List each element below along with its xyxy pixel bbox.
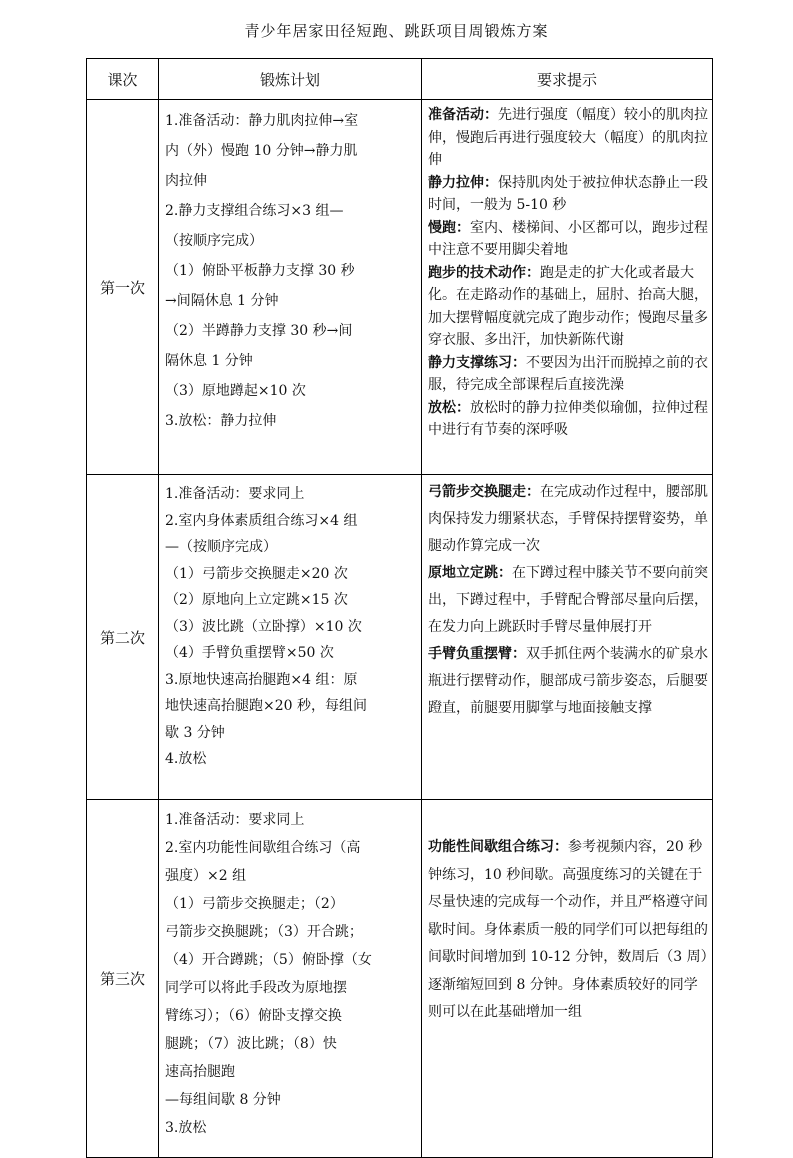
tips-cell [422,100,713,475]
plan-line: （3）原地蹲起×10 次 [165,383,306,399]
header-plan: 锻炼计划 [159,59,422,100]
tips-cell [422,475,713,800]
tip-keyword: 放松： [428,399,470,416]
plan-cell [159,475,422,800]
tip-text: 室内、楼梯间、小区都可以，跑步过程中注意不要用脚尖着地 [428,219,708,258]
plan-line: （3）波比跳（立卧撑）×10 次 [165,618,362,635]
plan-line: （1）弓箭步交换腿走；（2） [165,896,344,912]
table-row [87,800,713,1158]
session-label: 第二次 [87,475,159,800]
tip-paragraph [428,560,710,641]
plan-line: 2.静力支撑组合练习×3 组— [165,203,344,219]
plan-line: 歇 3 分钟 [165,724,225,741]
tip-text: 在完成动作过程中，腰部肌肉保持发力绷紧状态，手臂保持摆臂姿势，单腿动作算完成一次 [428,484,708,554]
tip-text: 不要因为出汗而脱掉之前的衣服，待完成全部课程后直接洗澡 [428,354,708,393]
plan-cell [159,800,422,1158]
tip-keyword: 手臂负重摆臂： [428,646,526,662]
plan-line: 2.室内身体素质组合练习×4 组 [165,512,358,529]
tip-keyword: 准备活动： [428,107,498,123]
plan-line: →间隔休息 1 分钟 [165,293,279,309]
tip-paragraph [428,352,710,397]
tip-text: 跑是走的扩大化或者最大化。在走路动作的基础上，屈肘、抬高大腿，加大摆臂幅度就完成了跑步动作；慢跑尽量多穿衣服、多出汗，加快新陈代谢 [428,264,708,348]
plan-line: 内（外）慢跑 10 分钟→静力肌 [165,143,358,159]
tip-keyword: 功能性间歇组合练习： [428,839,568,855]
tip-keyword: 跑步的技术动作： [428,264,540,281]
tip-paragraph [428,641,710,722]
plan-line: （2）原地向上立定跳×15 次 [165,592,348,608]
plan-line: 3.放松：静力拉伸 [165,413,277,429]
session-label: 第三次 [87,800,159,1158]
plan-line: 弓箭步交换腿跳；（3）开合跳； [165,924,363,940]
plan-line: 强度）×2 组 [165,868,247,884]
plan-line: —每组间歇 8 分钟 [165,1092,281,1108]
plan-line: 1.准备活动：要求同上 [165,812,305,828]
plan-line: 同学可以将此手段改为原地摆 [165,980,347,996]
tip-keyword: 慢跑： [428,219,470,236]
tip-text: 保持肌肉处于被拉伸状态静止一段时间，一般为 5-10 秒 [428,174,708,213]
plan-cell [159,100,422,475]
plan-line: 隔休息 1 分钟 [165,353,253,369]
plan-line: 腿跳；（7）波比跳；（8）快 [165,1036,337,1052]
plan-line: 2.室内功能性间歇组合练习（高 [165,840,361,856]
tip-paragraph [428,104,710,172]
table-row [87,100,713,475]
table-header-row [87,59,713,100]
plan-line: 速高抬腿跑 [165,1064,235,1080]
tip-paragraph [428,172,710,217]
training-plan-table [86,58,713,1158]
plan-line: 4.放松 [165,751,207,767]
tip-paragraph [428,834,710,1027]
plan-line: （4）手臂负重摆臂×50 次 [165,645,334,661]
tip-keyword: 弓箭步交换腿走： [428,484,540,500]
tip-keyword: 原地立定跳： [428,565,512,581]
tips-cell [422,800,713,1158]
plan-line: （4）开合蹲跳；（5）俯卧撑（女 [165,952,372,968]
table-row [87,475,713,800]
tip-keyword: 静力支撑练习： [428,354,526,371]
tip-text: 先进行强度（幅度）较小的肌肉拉伸，慢跑后再进行强度较大（幅度）的肌肉拉伸 [428,107,708,168]
tip-keyword: 静力拉伸： [428,174,498,191]
header-session: 课次 [87,59,159,100]
plan-line: 1.准备活动：静力肌肉拉伸→室 [165,113,359,129]
tip-paragraph [428,217,710,262]
tip-text: 放松时的静力拉伸类似瑜伽，拉伸过程中进行有节奏的深呼吸 [428,399,708,438]
plan-line: 3.放松 [165,1120,207,1136]
plan-line: （1）俯卧平板静力支撑 30 秒 [165,263,355,279]
header-tips: 要求提示 [422,59,713,100]
plan-line: 肉拉伸 [165,173,207,189]
plan-line: 臂练习）；（6）俯卧支撑交换 [165,1008,342,1024]
tip-text: 在下蹲过程中膝关节不要向前突出，下蹲过程中，手臂配合臀部尽量向后摆，在发力向上跳跃时手臂尽量伸展打开 [428,565,708,635]
tip-paragraph [428,479,710,560]
document-title: 青少年居家田径短跑、跳跃项目周锻炼方案 [244,22,549,40]
plan-line: —（按顺序完成） [165,539,277,555]
tip-text: 参考视频内容，20 秒钟练习，10 秒间歇。高强度练习的关键在于尽量快速的完成每一个动作，并且严格遵守间歇时间。身体素质一般的同学们可以把每组的间歇时间增加到 10-12 分钟，数周后（3 周）逐渐缩短回到 8 分钟。身体素质较好的同学则可以在此基础增加一组 [428,839,708,1020]
plan-line: 地快速高抬腿跑×20 秒，每组间 [165,698,367,714]
tip-paragraph [428,397,710,442]
tip-text: 双手抓住两个装满水的矿泉水瓶进行摆臂动作，腿部成弓箭步姿态，后腿要蹬直，前腿要用脚掌与地面接触支撑 [428,646,708,716]
plan-line: （按顺序完成） [165,233,263,249]
plan-line: （2）半蹲静力支撑 30 秒→间 [165,323,353,339]
tip-paragraph [428,262,710,352]
plan-line: （1）弓箭步交换腿走×20 次 [165,565,348,582]
session-label: 第一次 [87,100,159,475]
plan-line: 1.准备活动：要求同上 [165,486,305,502]
plan-line: 3.原地快速高抬腿跑×4 组：原 [165,671,358,688]
